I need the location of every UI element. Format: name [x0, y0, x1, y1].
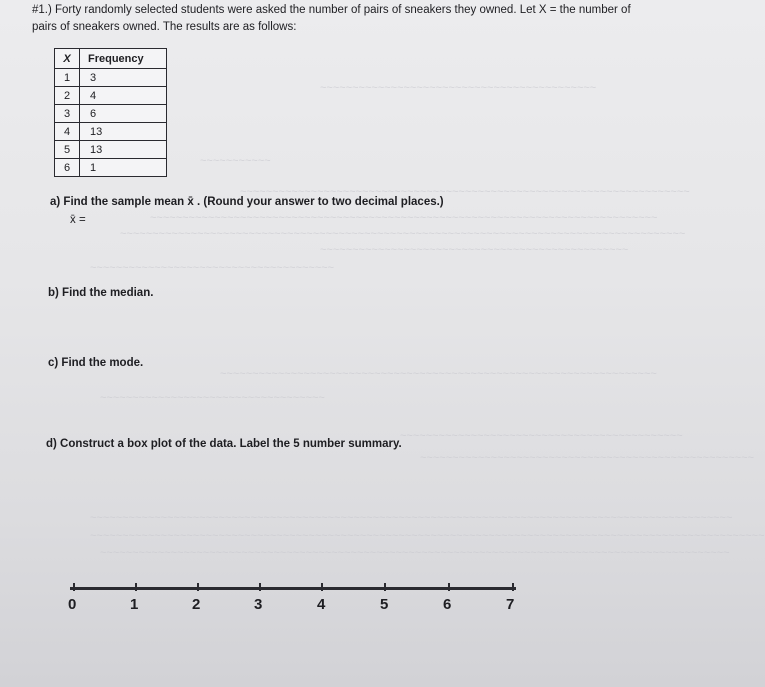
header-x: X	[55, 49, 80, 69]
tick-mark	[259, 583, 261, 591]
bleed-through: ~~~~~~~~~~~~~~~~~~~~~~~~~~~~~~~~~~~~~~~~~~~~~~~~~~~~~~~~~~~~~~~~~~~~~~~~~~~~~~~~~~~~~~~~~~~~~~~~~~~~	[90, 512, 733, 524]
bleed-through: ~~~~~~~~~~~~~~~~~~~~~~~~~~~~~~~~~~~~~~~~~~~~~~~~~~~~~~~~~~~~~~~~~~~~~~~~~~~~~~~~~~~~~~~~	[120, 228, 686, 240]
table-row	[55, 141, 167, 159]
table-row	[55, 69, 167, 87]
tick-mark	[135, 583, 137, 591]
bleed-through: ~~~~~~~~~~~~~~~~~~~~~~~~~~~~~~~~~~~~~~~~~~~	[320, 82, 597, 94]
cell-frequency: 4	[80, 87, 167, 105]
cell-x: 1	[55, 69, 80, 87]
bleed-through: ~~~~~~~~~~~~~~~~~~~~~~~~~~~~~~~~~~~~~~~~~~~~~~~~~~~~~~~~~~~~~~~~~~~~~~~~~~~~~~~	[150, 212, 658, 224]
bleed-through: ~~~~~~~~~~~~~~~~~~~~~~~~~~~~~~~~~~~~~~~~~~~~~~~~	[320, 244, 629, 256]
cell-frequency: 6	[80, 105, 167, 123]
problem-intro: #1.) Forty randomly selected students were asked the number of pairs of sneakers they owned. Let X = the number of pairs of sneakers owned. The results are as follows:	[32, 4, 631, 33]
number-line-label: 5	[380, 596, 389, 613]
bleed-through: ~~~~~~~~~~~~~~~~~~~~~~~~~~~~~~~~~~~	[100, 392, 325, 404]
number-line-label: 0	[68, 596, 77, 613]
table-row	[55, 105, 167, 123]
cell-x: 2	[55, 87, 80, 105]
question-a: a) Find the sample mean x̄ . (Round your answer to two decimal places.)	[50, 196, 444, 208]
number-line-label: 4	[317, 596, 326, 613]
header-frequency: Frequency	[80, 49, 167, 69]
tick-mark	[321, 583, 323, 591]
tick-mark	[384, 583, 386, 591]
cell-frequency: 3	[80, 69, 167, 87]
bleed-through: ~~~~~~~~~~~~~~~~~~~~~~~~~~~~~~~~~~~~~~~~~~~~~~~~~~~~~~~~~~~~~~~~~~~~~~	[240, 186, 690, 198]
bleed-through: ~~~~~~~~~~~	[200, 155, 271, 167]
cell-frequency: 13	[80, 123, 167, 141]
tick-mark	[197, 583, 199, 591]
bleed-through: ~~~~~~~~~~~~~~~~~~~~~~~~~~~~~~~~~~~~~~~~~~~~~~~~~~~~~~~~~~~~~~~~~~~~~~~~~~~~~~~~~~~~~~~~~~~~~~~~~~~~~~~~~	[90, 530, 765, 542]
question-b: b) Find the median.	[48, 287, 154, 299]
cell-frequency: 13	[80, 141, 167, 159]
cell-frequency: 1	[80, 159, 167, 177]
bleed-through: ~~~~~~~~~~~~~~~~~~~~~~~~~~~~~~~~~~~~~~~~~~~~~~~~~~~~~~~~~~~~~~~~~~~~~~~~~~~~~~~~~~~~~~~~~~~~~~~~~~	[100, 547, 730, 559]
cell-x: 4	[55, 123, 80, 141]
cell-x: 3	[55, 105, 80, 123]
table-row	[55, 87, 167, 105]
number-line-label: 2	[192, 596, 201, 613]
number-line-label: 7	[506, 596, 515, 613]
mean-answer-label: x̄ =	[70, 214, 86, 226]
number-line-label: 1	[130, 596, 139, 613]
bleed-through: ~~~~~~~~~~~~~~~~~~~~~~~~~~~~~~~~~~~~~~~~~~~~	[400, 430, 683, 442]
bleed-through: ~~~~~~~~~~~~~~~~~~~~~~~~~~~~~~~~~~~~~~	[90, 262, 335, 274]
frequency-table	[54, 48, 167, 177]
number-line-label: 3	[254, 596, 263, 613]
bleed-through: ~~~~~~~~~~~~~~~~~~~~~~~~~~~~~~~~~~~~~~~~~~~~~~~~~~~~	[420, 452, 755, 464]
table-row	[55, 123, 167, 141]
tick-mark	[448, 583, 450, 591]
bleed-through: ~~~~~~~~~~~~~~~~~~~~~~~~~~~~~~~~~~~~~~~~~~~~~~~~~~~~~~~~~~~~~~~~~~~~	[220, 368, 657, 380]
tick-mark	[512, 583, 514, 591]
cell-x: 5	[55, 141, 80, 159]
tick-mark	[73, 583, 75, 591]
question-c: c) Find the mode.	[48, 357, 144, 369]
question-d: d) Construct a box plot of the data. Label the 5 number summary.	[46, 438, 402, 450]
cell-x: 6	[55, 159, 80, 177]
number-line-label: 6	[443, 596, 452, 613]
table-row	[55, 159, 167, 177]
